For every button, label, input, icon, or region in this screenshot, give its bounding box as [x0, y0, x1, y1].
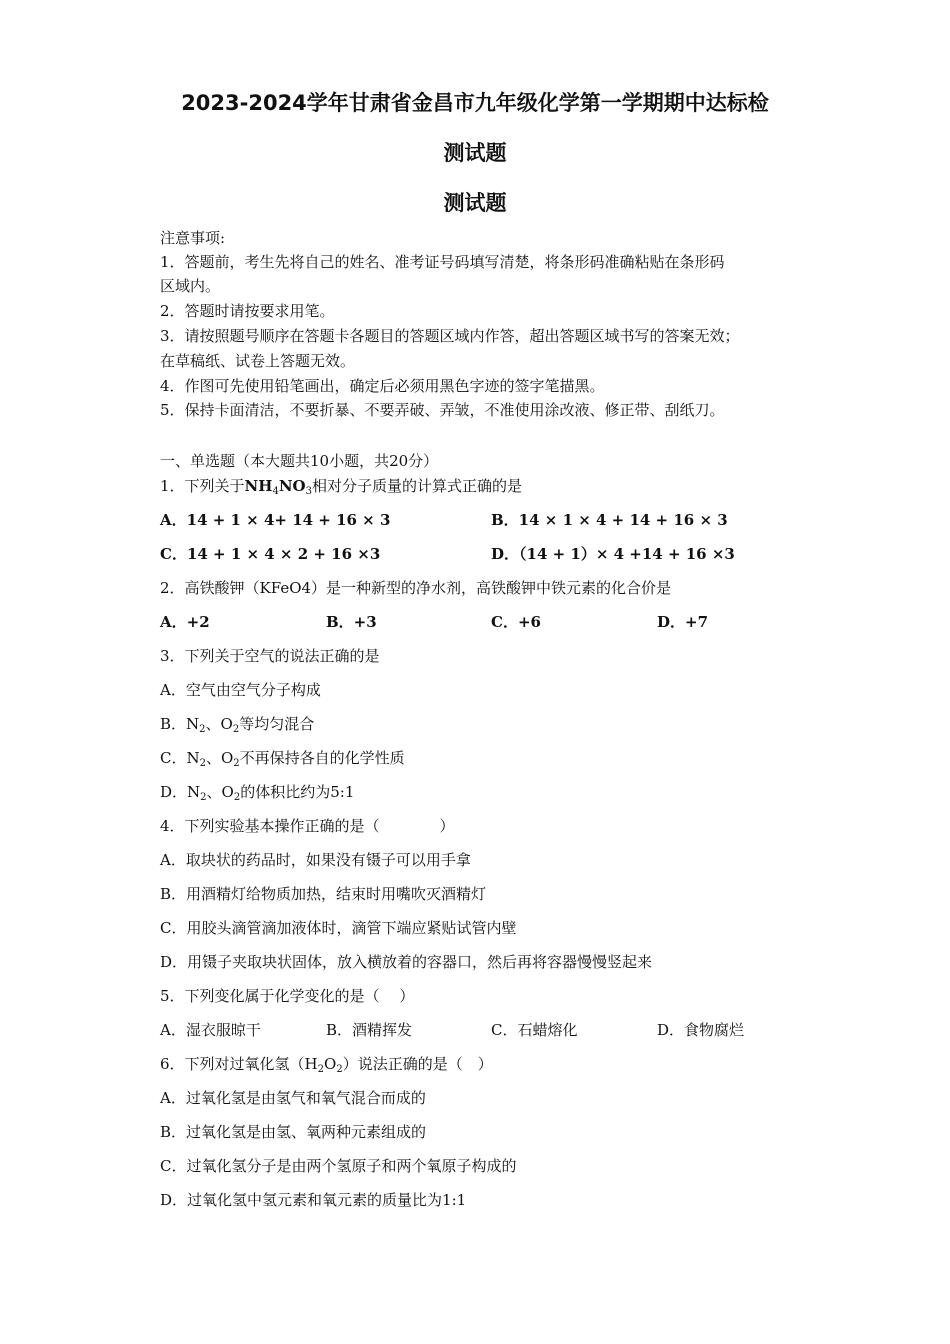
q4-option-a: A．取块状的药品时，如果没有镊子可以用手拿 — [160, 851, 471, 869]
q3-b-post: 等均匀混合 — [239, 715, 315, 733]
notice-item-1-cont: 区域内。 — [160, 277, 221, 295]
q1-formula-sub4: 4 — [272, 486, 279, 497]
q3-d-mid: 、O — [206, 783, 234, 801]
q3-b-pre: B．N — [160, 715, 200, 733]
notice-heading: 注意事项: — [160, 229, 226, 247]
q1-option-a: A．14 + 1 × 4+ 14 + 16 × 3 — [160, 511, 391, 529]
q6-stem-post: ）说法正确的是（ ） — [342, 1055, 493, 1073]
q4-option-b: B．用酒精灯给物质加热，结束时用嘴吹灭酒精灯 — [160, 885, 487, 903]
q3-option-d — [160, 782, 354, 802]
question-1-stem — [160, 476, 522, 496]
q6-option-a: A．过氧化氢是由氢气和氧气混合而成的 — [160, 1089, 426, 1107]
q3-c-pre: C．N — [160, 749, 200, 767]
q3-b-mid: 、O — [205, 715, 233, 733]
q2-option-b: B．+3 — [326, 613, 377, 631]
q3-d-sub1: 2 — [200, 792, 207, 803]
q3-c-mid: 、O — [205, 749, 234, 767]
q6-stem-mid: O — [324, 1055, 337, 1073]
notice-item-4: 4．作图可先使用铅笔画出，确定后必须用黑色字迹的签字笔描黑。 — [160, 377, 605, 395]
q1-option-c: C．14 + 1 × 4 × 2 + 16 ×3 — [160, 545, 381, 563]
notice-item-2: 2．答题时请按要求用笔。 — [160, 302, 335, 320]
q5-option-c: C．石蜡熔化 — [491, 1021, 578, 1039]
q3-d-sub2: 2 — [233, 792, 241, 803]
q4-option-d: D．用镊子夹取块状固体，放入横放着的容器口，然后再将容器慢慢竖起来 — [160, 953, 653, 971]
q1-prefix: 1．下列关于 — [160, 477, 245, 495]
q6-stem-sub1: 2 — [317, 1064, 325, 1075]
question-2-stem: 2．高铁酸钾（KFeO4）是一种新型的净水剂，高铁酸钾中铁元素的化合价是 — [160, 579, 672, 597]
q6-option-b: B．过氧化氢是由氢、氧两种元素组成的 — [160, 1123, 427, 1141]
question-3-stem: 3．下列关于空气的说法正确的是 — [160, 647, 380, 665]
q2-option-a: A．+2 — [160, 613, 210, 631]
q1-formula-sub3: 3 — [305, 486, 312, 497]
notice-item-1: 1．答题前，考生先将自己的姓名、准考证号码填写清楚，将条形码准确粘贴在条形码 — [160, 253, 725, 271]
q3-b-sub1: 2 — [199, 724, 206, 735]
q3-c-post: 不再保持各自的化学性质 — [239, 749, 405, 767]
q4-option-c: C．用胶头滴管滴加液体时，滴管下端应紧贴试管内壁 — [160, 919, 517, 937]
question-4-stem: 4．下列实验基本操作正确的是（ ） — [160, 817, 455, 835]
q1-suffix: 相对分子质量的计算式正确的是 — [311, 477, 522, 495]
q3-d-pre: D．N — [160, 783, 201, 801]
q5-option-a: A．湿衣服晾干 — [160, 1021, 261, 1039]
question-6-stem — [160, 1054, 493, 1074]
notice-item-3-cont: 在草稿纸、试卷上答题无效。 — [160, 352, 356, 370]
q3-d-post: 的体积比约为5:1 — [240, 783, 355, 801]
q2-option-c: C．+6 — [491, 613, 541, 631]
q3-c-sub2: 2 — [233, 758, 240, 769]
q1-option-d: D．（14 + 1）× 4 +14 + 16 ×3 — [491, 545, 735, 563]
q3-option-c — [160, 748, 405, 768]
q6-option-d: D．过氧化氢中氢元素和氧元素的质量比为1:1 — [160, 1191, 467, 1209]
q3-option-a: A．空气由空气分子构成 — [160, 681, 321, 699]
q5-option-b: B．酒精挥发 — [326, 1021, 413, 1039]
notice-item-5: 5．保持卡面清洁，不要折暴、不要弄破、弄皱，不准使用涂改液、修正带、刮纸刀。 — [160, 401, 725, 419]
question-5-stem: 5．下列变化属于化学变化的是（ ） — [160, 987, 415, 1005]
q1-formula-no: NO — [278, 477, 306, 495]
page-subtitle: 测试题 — [443, 191, 507, 215]
section-title: 一、单选题（本大题共10小题，共20分） — [160, 452, 439, 470]
q5-option-d: D．食物腐烂 — [657, 1021, 745, 1039]
q3-b-sub2: 2 — [232, 724, 240, 735]
q6-stem-sub2: 2 — [336, 1064, 343, 1075]
q3-c-sub1: 2 — [199, 758, 206, 769]
page-title-line2: 测试题 — [443, 141, 507, 165]
q1-option-b: B．14 × 1 × 4 + 14 + 16 × 3 — [491, 511, 728, 529]
q2-option-d: D．+7 — [657, 613, 709, 631]
page-title: 2023-2024学年甘肃省金昌市九年级化学第一学期期中达标检 — [181, 91, 769, 115]
q3-option-b — [160, 714, 314, 734]
q6-option-c: C．过氧化氢分子是由两个氢原子和两个氧原子构成的 — [160, 1157, 517, 1175]
q1-formula-nh: NH — [244, 477, 273, 495]
q6-stem-pre: 6．下列对过氧化氢（H — [160, 1055, 318, 1073]
notice-item-3: 3．请按照题号顺序在答题卡各题目的答题区域内作答，超出答题区域书写的答案无效； — [160, 327, 740, 345]
